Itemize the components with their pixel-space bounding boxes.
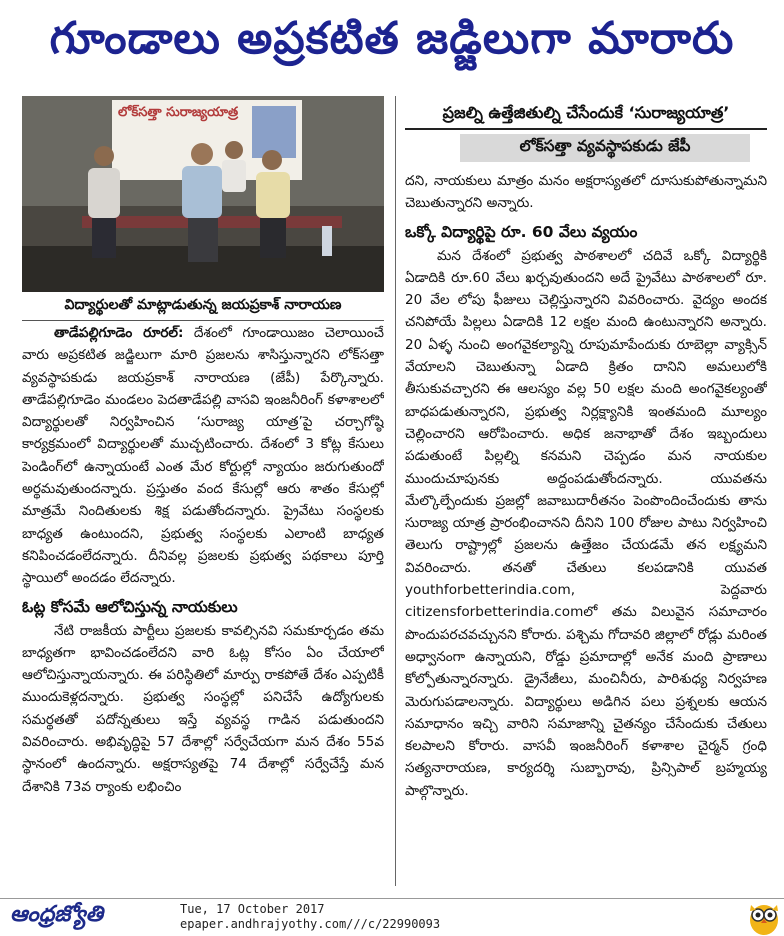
edition-date: Tue, 17 October 2017 <box>180 902 325 916</box>
section-heading: ఓట్ల కోసమే ఆలోచిస్తున్న నాయకులు <box>22 597 238 616</box>
photo-illustration <box>22 96 384 292</box>
photo-caption: విద్యార్థులతో మాట్లాడుతున్న జయప్రకాశ్‌ నారాయణ <box>22 292 384 321</box>
paragraph-2: నేటి రాజకీయ పార్టీలు ప్రజలకు కావల్సినవి సమకూర్చడం తమ బాధ్యతగా భావించడంలేదని వారి ఓట్ల కోసం ఏం చేయాలో ఆలోచిస్తున్నాయన్నారు. ఈ పరిస్థితిలో మార్పు రాకపోతే దేశం ఎప్పటికీ ముందుకెళ్లదన్నారు. ప్రభుత్వ సంస్థల్లో పనిచేసే ఉద్యోగులకు సమర్థతతో పదోన్నతులు ఇస్తే వ్యవస్థ గాడిన పడుతుందని వివరించారు. అభివృద్ధిపై 57 దేశాల్లో సర్వేచేయగా మన దేశం 55వ స్థానంలో ఉందన్నారు. అక్షరాస్యతపై 74 దేశాల్లో సర్వేచేస్తే మన దేశానికి 73వ ర్యాంకు లభించిం <box>22 622 384 795</box>
edition-url: epaper.andhrajyothy.com///c/22990093 <box>180 917 441 931</box>
section-heading: ఒక్కో విద్యార్థిపై రూ. 60 వేలు వ్యయం <box>405 222 638 241</box>
news-photo <box>22 96 384 292</box>
column-divider <box>395 96 396 886</box>
subhead: లోక్‌సత్తా వ్యవస్థాపకుడు జేపీ <box>460 134 750 162</box>
banner-text: లోక్‌సత్తా సురాజ్యయాత్ర <box>118 105 239 120</box>
right-column <box>405 170 767 892</box>
newspaper-logo: ఆంధ్రజ్యోతి <box>10 902 103 927</box>
paragraph-3: మన దేశంలో ప్రభుత్వ పాఠశాలలో చదివే ఒక్కో విద్యార్థికి ఏడాదికి రూ.60 వేలు ఖర్చవుతుందని అదే ప్రైవేటు పాఠశాలలో రూ. 20 వేల లోపు ఫీజులు చెల్లిస్తున్నారని వివరించారు. వైద్యం అందక చనిపోయే పిల్లలు ఏడాదికి 12 లక్షల మంది ఉంటున్నారని అన్నారు. 20 ఏళ్ళ నుంచి అంగవైకల్యాన్ని రూపుమాపేందుకు రూబెల్లా వ్యాక్సిన్‌ వేయాలని చెబుతున్నా ఏడాది క్రితం దానిని అమలులోకి తీసుకువచ్చారని ఈ ఆలస్యం వల్ల 50 లక్షల మంది అంగవైకల్యంతో బాధపడుతున్నారని, ప్రభుత్వ నిర్లక్ష్యానికి ఇంతమంది మూల్యం చెల్లించారని ఆరోపించారు. అధిక జనాభాతో దేశం ఇబ్బందులు పడుతుంటే పిల్లల్ని కనమని చెప్పడం మన నాయకుల ముందుచూపునకు అద్దంపడుతోందన్నారు. యువతను మేల్కొల్పేందుకు ప్రజల్లో జవాబుదారీతనం పెంపొందించేందుకు తాను సురాజ్య యాత్ర ప్రారంభించానని దీనిని 100 రోజుల పాటు నిర్వహించి తెలుగు రాష్ట్రాల్లో ప్రజలను ఉత్తేజం చేయడమే తన లక్ష్యమని వివరించారు. తనతో చేతులు కలపడానికి యువత youthforbetterindia.com, పెద్దవారు citizensforbetterindia.comలో తమ విలువైన సమాచారం పొందుపరచవచ్చునని కోరారు. పశ్చిమ గోదావరి జిల్లాలో రోడ్లు మరింత అధ్వానంగా ఉన్నాయని, రోడ్డు ప్రమాదాల్లో అనేక మంది ప్రాణాలు కోల్పోతున్నారన్నారు. డ్రైనేజీలు, మంచినీరు, పారిశుధ్య నిర్వహణ మెరుగుపడాలన్నారు. విద్యార్థులు అడిగిన పలు ప్రశ్నలకు ఆయన సమాధానం ఇచ్చి వారిని సమాజాన్ని చైతన్యం చేసేందుకు చేతులు కలపాలని కోరారు. వాసవీ ఇంజనీరింగ్‌ కళాశాల చైర్మన్‌ గ్రంధి సత్యనారాయణ, కార్యదర్శి సుబ్బారావు, ప్రిన్సిపాల్‌ బ్రహ్మయ్య పాల్గొన్నారు. <box>405 247 767 799</box>
paragraph-1 <box>22 322 384 590</box>
kicker: ప్రజల్ని ఉత్తేజితుల్ని చేసేందుకే ‘సురాజ్యయాత్ర’ <box>405 100 767 130</box>
owl-icon <box>746 898 782 936</box>
left-column <box>22 322 384 890</box>
edition-meta <box>180 902 440 932</box>
footer-divider <box>0 898 784 899</box>
paragraph-continued: దని, నాయకులు మాత్రం మనం అక్షరాస్యతలో దూసుకుపోతున్నామని చెబుతున్నారని అన్నారు. <box>405 173 767 212</box>
dateline: తాడేపల్లిగూడెం రూరల్‌: <box>54 325 184 341</box>
headline: గూండాలు అప్రకటిత జడ్జిలుగా మారారు <box>49 13 735 64</box>
paragraph-1-text: దేశంలో గూండాయిజం చెలాయించే వారు అప్రకటిత జడ్జిలుగా మారి ప్రజలను శాసిస్తున్నారని లోక్‌సత్తా వ్యవస్థాపకుడు జయప్రకాశ్‌ నారాయణ (జేపీ) పేర్కొన్నారు. తాడేపల్లిగూడెం మండలం పెదతాడేపల్లి వాసవి ఇంజనీరింగ్‌ కళాశాలలో విద్యార్థులతో నిర్వహించిన ‘సురాజ్య యాత్ర’పై చర్చాగోష్ఠి కార్యక్రమంలో విద్యార్థులతో ముచ్చటించారు. దేశంలో 3 కోట్ల కేసులు పెండింగ్‌లో ఉన్నాయంటే ఎంత మేర కోర్టుల్లో న్యాయం జరుగుతుందో అర్థమవుతుందన్నారు. ప్రస్తుతం వంద కేసుల్లో ఆరు శాతం కేసుల్లో మాత్రమే నిందితులకు శిక్ష పడుతోందన్నారు. ప్రైవేటు సంస్థలకు బాధ్యత ఉంటుందని, ప్రభుత్వ సంస్థలకు ఎలాంటి బాధ్యత కనిపించడంలేదన్నారు. దీనివల్ల ప్రజలకు ప్రభుత్వ పథకాలు పూర్తి స్థాయిలో అందడం లేదన్నారు. <box>22 325 384 587</box>
